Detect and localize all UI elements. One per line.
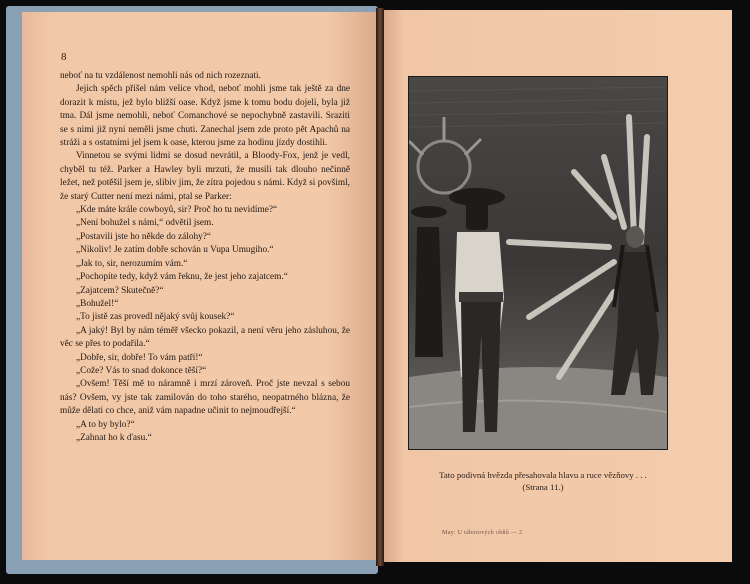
paragraph: „A to by bylo?“ bbox=[76, 419, 135, 430]
paragraph: „Zahnat ho k ďasu.“ bbox=[76, 432, 152, 443]
caption-page-reference: (Strana 11.) bbox=[522, 482, 564, 492]
paragraph: neboť na tu vzdálenost nemohli nás od nich rozeznati. bbox=[60, 71, 261, 81]
paragraph: „Cože? Vás to snad dokonce těší?“ bbox=[76, 365, 207, 376]
paragraph: „To jistě zas provedl nějaký svůj kousek?“ bbox=[76, 312, 235, 323]
engraving-scene bbox=[409, 77, 667, 449]
paragraph: „Bohužel!“ bbox=[76, 298, 119, 309]
book-gutter bbox=[376, 8, 384, 566]
paragraph: „Zajatcem? Skutečně?“ bbox=[76, 285, 164, 296]
page-footer: May: U táborových ohňů — 2 bbox=[442, 530, 523, 536]
paragraph: „A jaký! Byl by nám téměř všecko pokazil, a není věru jeho zásluhou, že věc se přes to podařila.“ bbox=[60, 325, 350, 350]
illustration-caption bbox=[418, 469, 668, 493]
page-number: 8 bbox=[61, 51, 67, 63]
caption-text: Tato podivná hvězda přesahovala hlavu a ruce vězňovy . . . bbox=[439, 470, 647, 480]
paragraph: „Kde máte krále cowboyů, sir? Proč ho tu nevidíme?“ bbox=[76, 205, 278, 216]
paragraph: Vinnetou se svými lidmi se dosud nevrátil, a Bloody-Fox, jenž je vedl, chyběl tu též. Parker a Hawley byli mrzuti, že musili tak dlouho nečinně ležet, než potěšil jsem je, slibiv jim, že zítra pojedou s námi. Když si povšiml, že starý Cutter není mezi námi, ptal se Parker: bbox=[60, 151, 350, 202]
paragraph: „Ovšem! Těší mě to náramně i mrzí zároveň. Proč jste nevzal s sebou nás? Ovšem, vy jste tak zamilován do toho starého, neopatrného blázna, že může dělati co chce, aniž vám napadne učinit to nejmoudřejší.“ bbox=[60, 379, 350, 417]
paragraph: „Pochopíte tedy, když vám řeknu, že jest jeho zajatcem.“ bbox=[76, 272, 288, 283]
body-text bbox=[60, 70, 350, 445]
paragraph: „Není bohužel s námi,“ odvětil jsem. bbox=[76, 218, 214, 229]
paragraph: „Dobře, sir, dobře! To vám patří!“ bbox=[76, 352, 203, 363]
paragraph: „Jak to, sir, nerozumím vám.“ bbox=[76, 258, 188, 269]
paragraph: „Nikoliv! Je zatím dobře schován u Vupa Umugiho.“ bbox=[76, 245, 274, 256]
paragraph: „Postavili jste ho někde do zálohy?“ bbox=[76, 231, 212, 242]
illustration bbox=[408, 76, 668, 450]
paragraph: Jejich spěch přišel nám velice vhod, neboť mohli jsme tak ještě za dne dorazit k místu, jež bylo bližší oase. Když jsme k tomu bodu dojeli, byla již tma. Dál jsme nemohli, neboť Comanchové se nepochybně zastavili. Sraziti se s nimi již nyní neměli jsme chuti. Zanechal jsem zde proto pět Apachů na stráži a s ostatními jel jsem k oase, kterou jsme za hodinu jízdy dostihli. bbox=[60, 84, 350, 149]
